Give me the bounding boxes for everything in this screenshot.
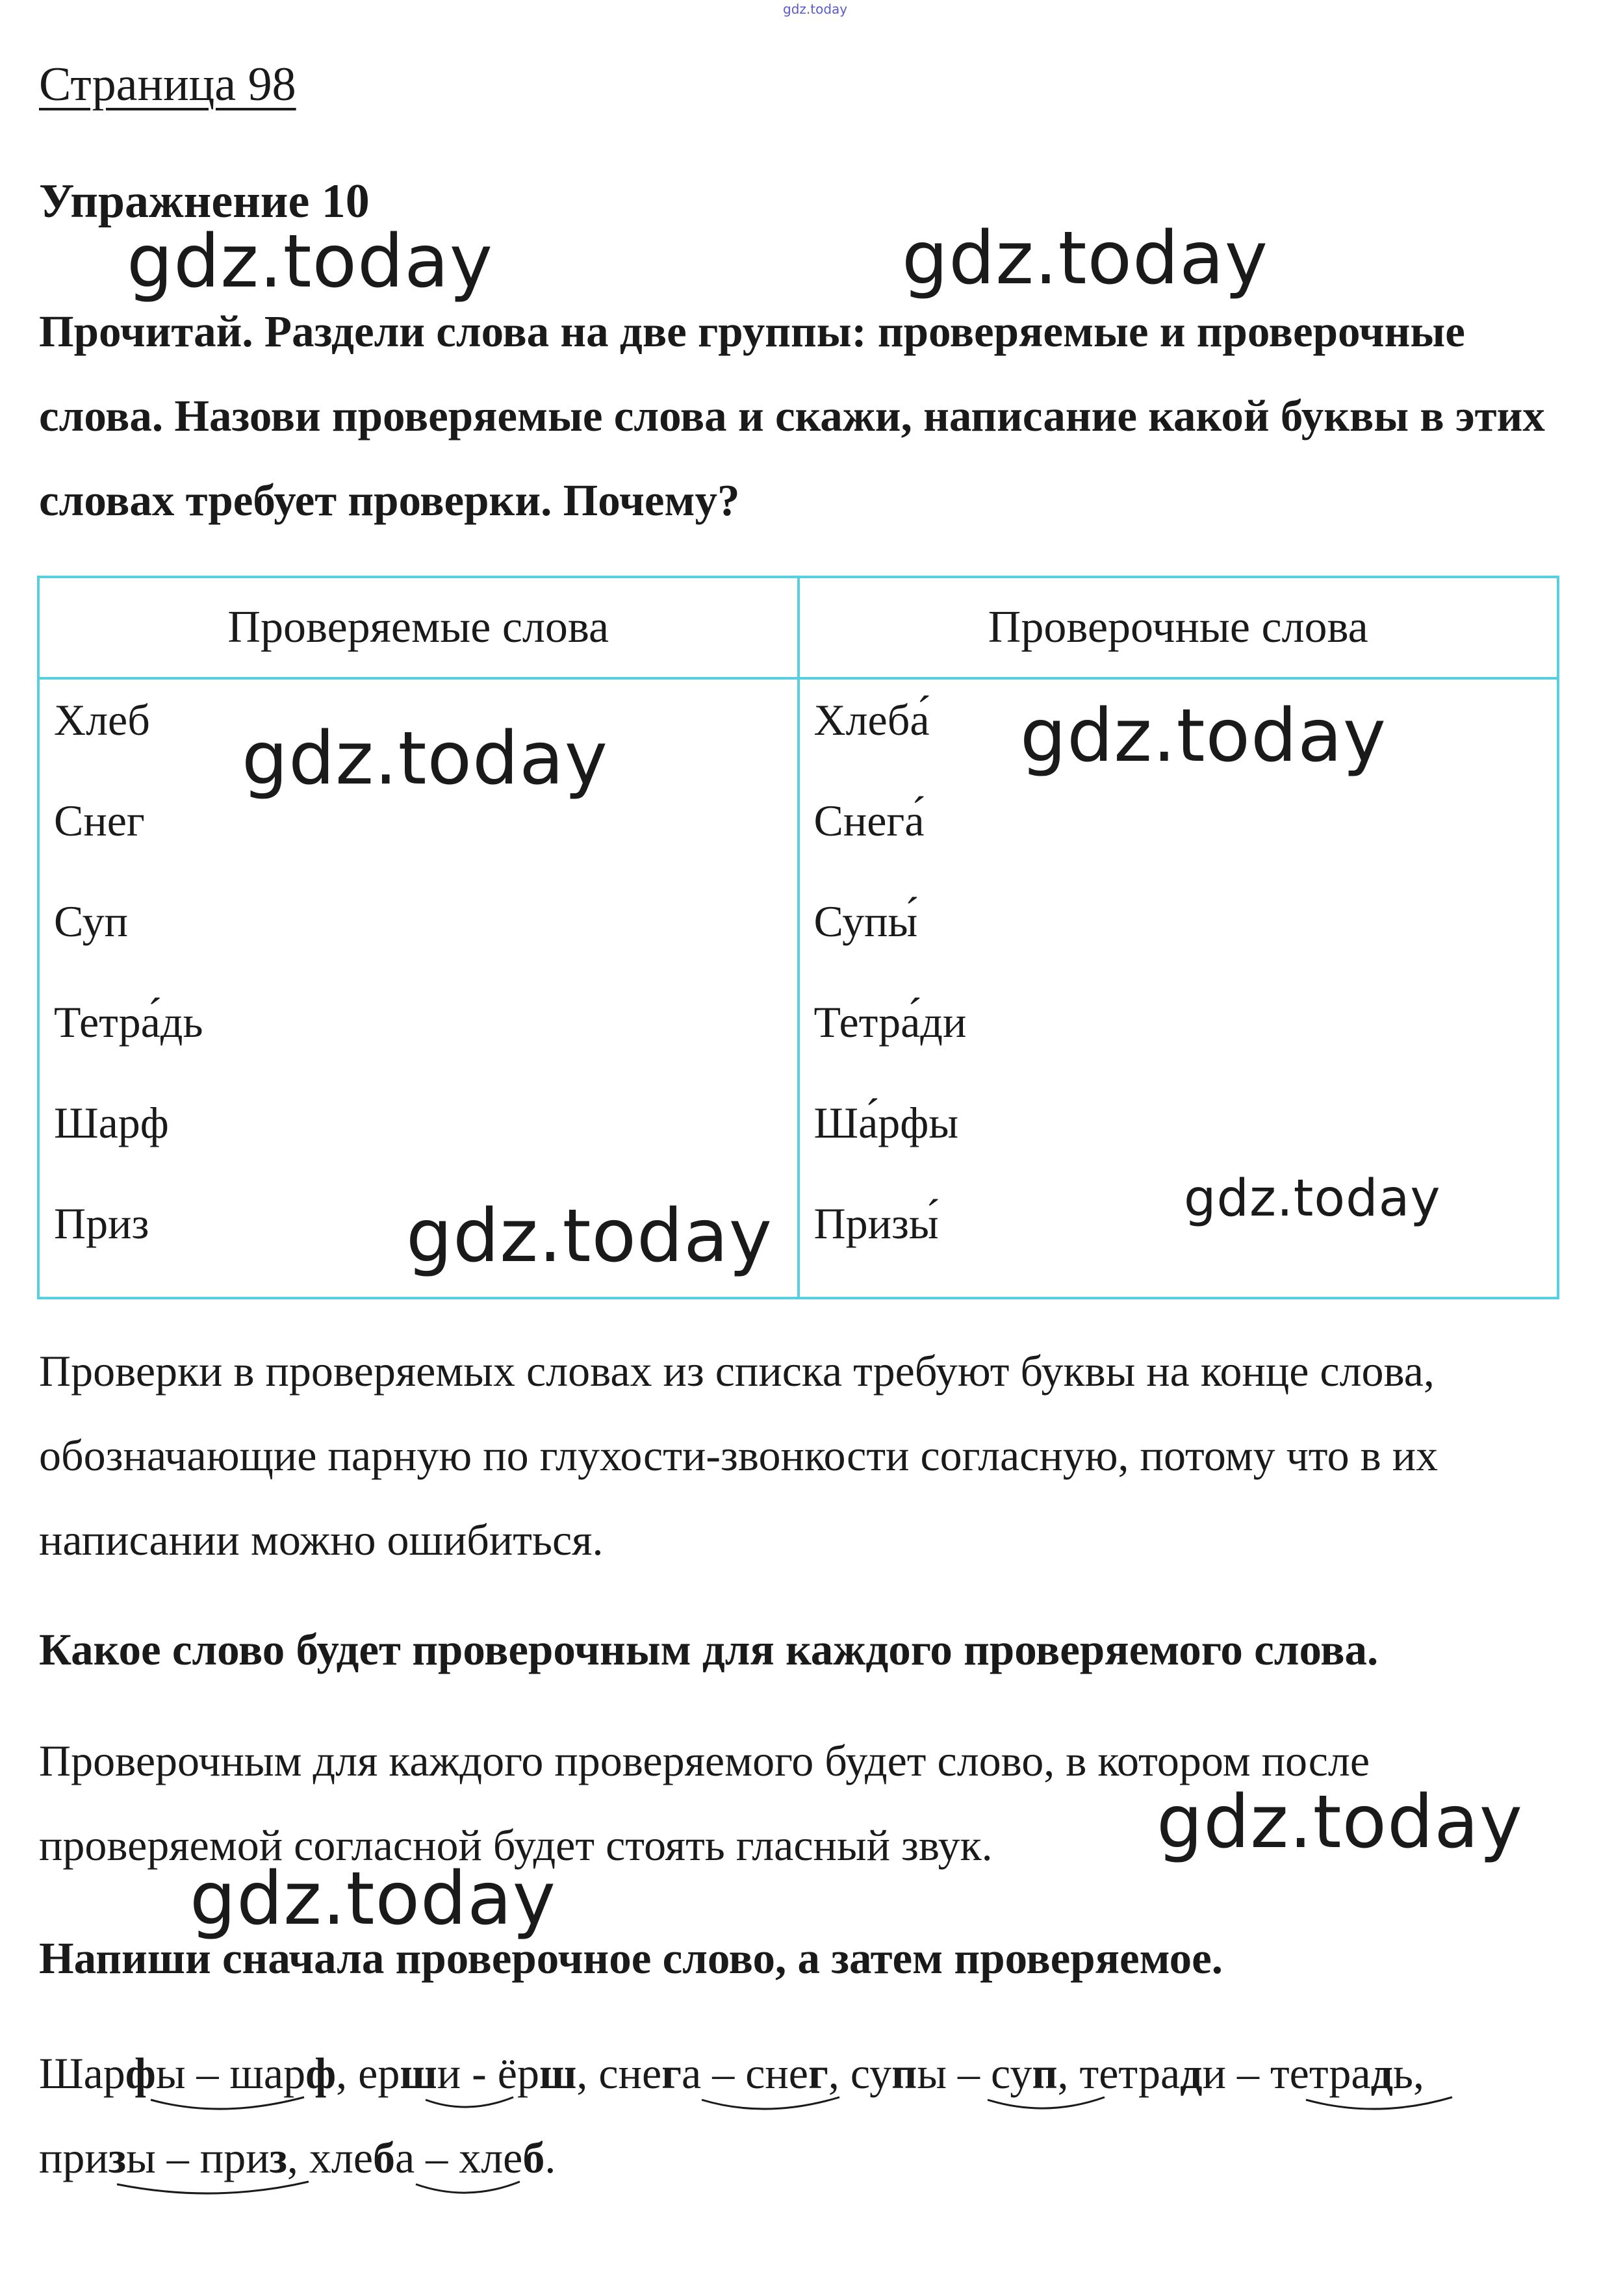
highlight-letter: ф	[305, 2048, 337, 2098]
question-2: Какое слово будет проверочным для каждого проверяемого слова.	[39, 1625, 1379, 1674]
highlight-letter: б	[373, 2133, 396, 2182]
page-title: Страница 98	[39, 58, 296, 111]
watermark: gdz.today	[242, 717, 609, 801]
highlight-letter: ф	[125, 2048, 156, 2098]
checking-word: Ша́рфы	[813, 1098, 959, 1147]
checking-word: Призы́	[813, 1199, 939, 1248]
text-fragment: .	[544, 2133, 556, 2182]
watermark: gdz.today	[902, 216, 1269, 301]
checked-word: Приз	[54, 1199, 149, 1248]
highlight-letter: з	[108, 2133, 127, 2182]
highlight-letter: ш	[400, 2048, 437, 2098]
highlight-letter: ш	[539, 2048, 577, 2098]
text-fragment: Шар	[39, 2048, 125, 2098]
highlight-letter: г	[661, 2048, 682, 2098]
text-fragment: , ер	[336, 2048, 400, 2098]
text-fragment: ы – су	[917, 2048, 1032, 2098]
word-arc	[117, 2182, 309, 2193]
highlight-letter: б	[522, 2133, 545, 2182]
word-arc	[1306, 2097, 1452, 2109]
text-fragment: , су	[828, 2048, 892, 2098]
text-fragment: , сне	[576, 2048, 662, 2098]
header-checked: Проверяемые слова	[38, 577, 799, 678]
highlight-letter: г	[808, 2048, 828, 2098]
header-checking: Проверочные слова	[799, 577, 1559, 678]
exercise-title: Упражнение 10	[39, 175, 370, 228]
answer-2: Проверочным для каждого проверяемого будет слово, в котором после проверяемой согласной будет стоять гласный звук.	[39, 1736, 1370, 1870]
highlight-letter: з	[269, 2133, 287, 2182]
watermark: gdz.today	[190, 1857, 557, 1941]
text-fragment: ы – при	[126, 2133, 270, 2182]
watermark: gdz.today	[1157, 1780, 1524, 1865]
text-fragment: , тетра	[1057, 2048, 1181, 2098]
watermark: gdz.today	[1184, 1169, 1441, 1228]
checking-word: Хлеба́	[813, 695, 930, 745]
checked-word: Шарф	[54, 1098, 169, 1147]
watermark: gdz.today	[127, 220, 494, 304]
text-fragment: при	[39, 2133, 109, 2182]
text-fragment: а – сне	[682, 2048, 808, 2098]
text-fragment: и - ёр	[437, 2048, 539, 2098]
checked-word: Снег	[54, 796, 145, 845]
text-fragment: и – тетра	[1202, 2048, 1371, 2098]
highlight-letter: д	[1370, 2048, 1394, 2098]
highlight-letter: п	[891, 2048, 917, 2098]
text-fragment: ы – шар	[155, 2048, 306, 2098]
text-fragment: а – хле	[395, 2133, 523, 2182]
word-arc	[702, 2097, 839, 2109]
checked-word: Тетра́дь	[54, 997, 203, 1047]
checking-word: Тетра́ди	[813, 997, 967, 1047]
checking-word: Супы́	[813, 897, 918, 946]
word-arc	[988, 2097, 1105, 2108]
question-3: Напиши сначала проверочное слово, а затем проверяемое.	[39, 1933, 1223, 1983]
checking-word: Снега́	[813, 796, 925, 845]
text-fragment: ь,	[1393, 2048, 1425, 2098]
highlight-letter: д	[1180, 2048, 1203, 2098]
word-arc	[416, 2182, 520, 2193]
top-watermark: gdz.today	[783, 1, 848, 17]
checked-word: Суп	[54, 897, 129, 946]
word-arc	[426, 2097, 513, 2107]
task-text: Прочитай. Раздели слова на две группы: проверяемые и проверочные слова. Назови проверяемые слова и скажи, написание какой буквы в этих словах требует проверки. Почему?	[39, 307, 1545, 525]
watermark: gdz.today	[1020, 694, 1387, 778]
highlight-letter: п	[1032, 2048, 1058, 2098]
answer-1: Проверки в проверяемых словах из списка требуют буквы на конце слова, обозначающие парную по глухости-звонкости согласную, потому что в их написании можно ошибиться.	[39, 1346, 1439, 1564]
checked-word: Хлеб	[54, 695, 150, 745]
watermark: gdz.today	[406, 1194, 773, 1279]
text-fragment: , хле	[287, 2133, 374, 2182]
word-arc	[151, 2097, 304, 2109]
